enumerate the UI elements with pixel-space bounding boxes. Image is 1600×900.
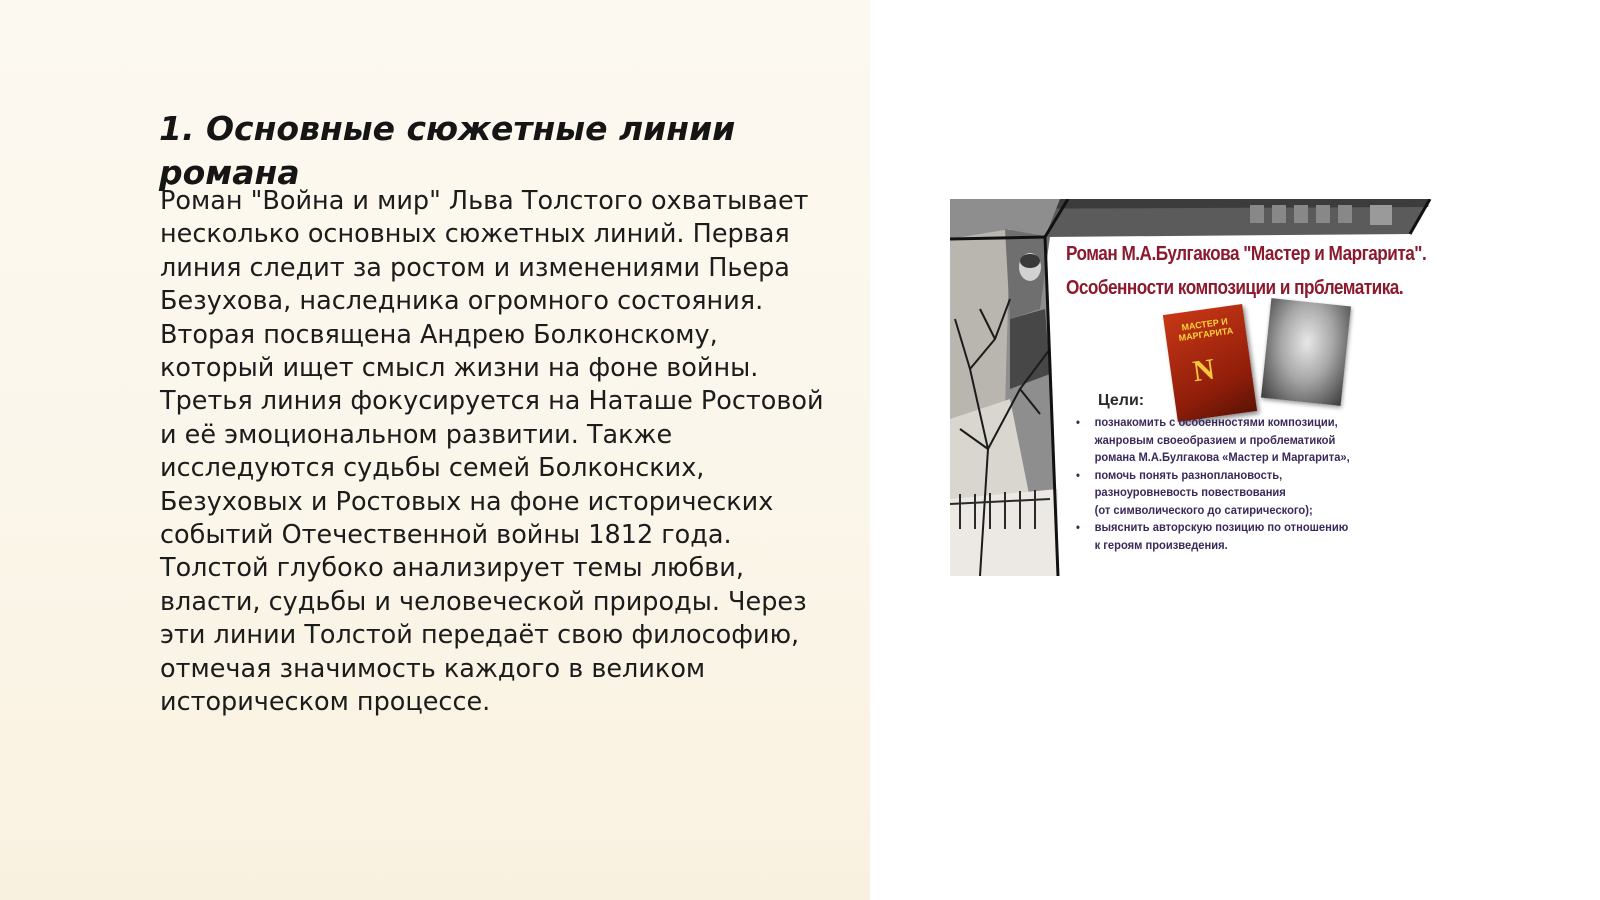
- body-line: событий Отечественной войны 1812 года.: [160, 520, 732, 551]
- slide-title: 1. Основные сюжетные линии романа: [159, 109, 736, 192]
- book-cover-emblem: N: [1190, 352, 1217, 389]
- author-portrait-image: [1261, 298, 1351, 406]
- goals-list: [1076, 414, 1420, 554]
- body-line: Безуховых и Ростовых на фоне исторических: [160, 486, 774, 517]
- bullet-icon: •: [1076, 415, 1080, 429]
- body-line: несколько основных сюжетных линий. Первая: [160, 219, 790, 250]
- body-line: власти, судьбы и человеческой природы. Через: [160, 586, 807, 617]
- slide-body-text: [160, 185, 840, 720]
- goal-line: разноуровневость повествования: [1094, 485, 1286, 499]
- bullet-icon: •: [1076, 520, 1080, 534]
- goal-item: [1076, 414, 1420, 467]
- body-line: Роман "Война и мир" Льва Толстого охватывает: [160, 186, 809, 216]
- body-line: Вторая посвящена Андрею Болконскому,: [160, 319, 718, 350]
- goal-item: [1076, 467, 1420, 520]
- body-line: который ищет смысл жизни на фоне войны.: [160, 353, 759, 384]
- body-line: отмечая значимость каждого в великом: [160, 653, 706, 684]
- goal-item: [1076, 519, 1420, 554]
- goal-line: помочь понять разноплановость,: [1094, 467, 1283, 482]
- body-line: Безухова, наследника огромного состояния.: [160, 286, 764, 317]
- body-line: и её эмоциональном развитии. Также: [160, 419, 673, 450]
- body-line: исследуются судьбы семей Болконских,: [160, 453, 705, 484]
- body-line: линия следит за ростом и изменениями Пьера: [160, 252, 790, 283]
- body-line: историческом процессе.: [160, 687, 491, 718]
- poster-title: [1066, 237, 1427, 305]
- goal-line: (от символического до сатирического);: [1094, 502, 1313, 517]
- body-line: Толстой глубоко анализирует темы любви,: [160, 553, 744, 584]
- goal-line: выяснить авторскую позицию по отношению: [1094, 520, 1349, 534]
- bullet-icon: •: [1076, 467, 1080, 482]
- goal-line: романа М.А.Булгакова «Мастер и Маргарита»,: [1094, 450, 1350, 464]
- goal-line: познакомить с особенностями композиции,: [1094, 415, 1338, 429]
- goal-line: жанровым своеобразием и проблематикой: [1094, 432, 1336, 447]
- inset-poster-image: [950, 199, 1455, 576]
- body-line: эти линии Толстой передаёт свою философию,: [160, 620, 800, 651]
- body-line: Третья линия фокусируется на Наташе Ростовой: [160, 386, 824, 417]
- book-cover-title: МАСТЕР И МАРГАРИТА: [1178, 316, 1234, 344]
- poster-title-line: Особенности композиции и прблематика.: [1066, 277, 1404, 299]
- goals-heading: Цели:: [1098, 392, 1145, 409]
- poster-title-line: Роман М.А.Булгакова "Мастер и Маргарита".: [1066, 243, 1427, 265]
- goal-line: к героям произведения.: [1094, 537, 1228, 552]
- book-cover-image: [1163, 304, 1257, 422]
